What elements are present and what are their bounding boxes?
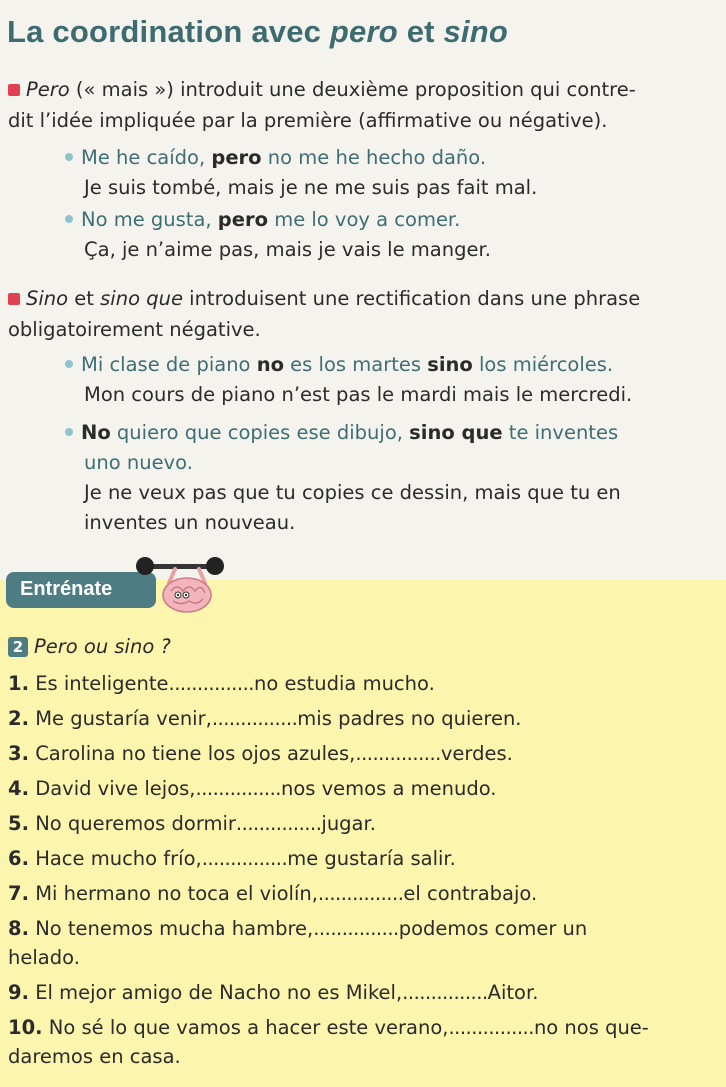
- rule-pero: Pero (« mais ») introduit une deuxième proposition qui contre- dit l’idée impliquée par la première (affirmative ou négative).: [8, 78, 636, 132]
- exercise-item: 8. No tenemos mucha hambre,...............podemos comer un helado.: [8, 917, 588, 969]
- answer-blank[interactable]: ...............: [402, 981, 488, 1004]
- entrenate-label: Entrénate: [20, 578, 113, 600]
- dot-icon: [65, 153, 73, 161]
- answer-blank[interactable]: ...............: [355, 742, 441, 765]
- example-sino-2: No quiero que copies ese dibujo, sino que te inventes uno nuevo. Je ne veux pas que tu copies ce dessin, mais que tu en inventes un nouveau.: [65, 418, 715, 538]
- answer-blank[interactable]: ...............: [201, 847, 288, 870]
- exercise-item: 10. No sé lo que vamos a hacer este verano,...............no nos que- daremos en casa.: [8, 1016, 649, 1068]
- example-sino-1: Mi clase de piano no es los martes sino los miércoles. Mon cours de piano n’est pas le mardi mais le mercredi.: [65, 350, 715, 410]
- exercise-item: 5. No queremos dormir...............jugar.: [8, 812, 376, 835]
- answer-blank[interactable]: ...............: [317, 882, 404, 905]
- dot-icon: [65, 215, 73, 223]
- example-pero-2: No me gusta, pero me lo voy a comer. Ça, je n’aime pas, mais je vais le manger.: [65, 205, 715, 265]
- answer-blank[interactable]: ...............: [211, 707, 298, 730]
- answer-blank[interactable]: ...............: [235, 812, 322, 835]
- dot-icon: [65, 360, 73, 368]
- exercise-number: 2: [8, 637, 28, 657]
- exercise-prompt: 2 Pero ou sino ?: [8, 632, 720, 661]
- exercise-list: [8, 669, 720, 1071]
- exercise-item: 1. Es inteligente...............no estudia mucho.: [8, 672, 435, 695]
- exercise-item: 3. Carolina no tiene los ojos azules,...............verdes.: [8, 742, 513, 765]
- answer-blank[interactable]: ...............: [313, 917, 399, 940]
- answer-blank[interactable]: ...............: [168, 672, 254, 695]
- answer-blank[interactable]: ...............: [195, 777, 281, 800]
- exercise-item: 6. Hace mucho frío,...............me gustaría salir.: [8, 847, 456, 870]
- exercise-item: 7. Mi hermano no toca el violín,...............el contrabajo.: [8, 882, 538, 905]
- dot-icon: [65, 428, 73, 436]
- answer-blank[interactable]: ...............: [448, 1016, 534, 1039]
- page-title: La coordination avec pero et sino: [7, 14, 508, 49]
- red-bullet-icon: [8, 84, 20, 96]
- example-pero-1: Me he caído, pero no me he hecho daño. Je suis tombé, mais je ne me suis pas fait mal.: [65, 143, 715, 203]
- exercise-item: 9. El mejor amigo de Nacho no es Mikel,...............Aitor.: [8, 981, 539, 1004]
- rule-sino: Sino et sino que introduisent une rectification dans une phrase obligatoirement négative.: [8, 287, 641, 341]
- red-bullet-icon: [8, 293, 20, 305]
- brain-dumbbell-icon: [133, 553, 243, 615]
- exercise-item: 2. Me gustaría venir,...............mis padres no quieren.: [8, 707, 522, 730]
- exercise-item: 4. David vive lejos,...............nos vemos a menudo.: [8, 777, 497, 800]
